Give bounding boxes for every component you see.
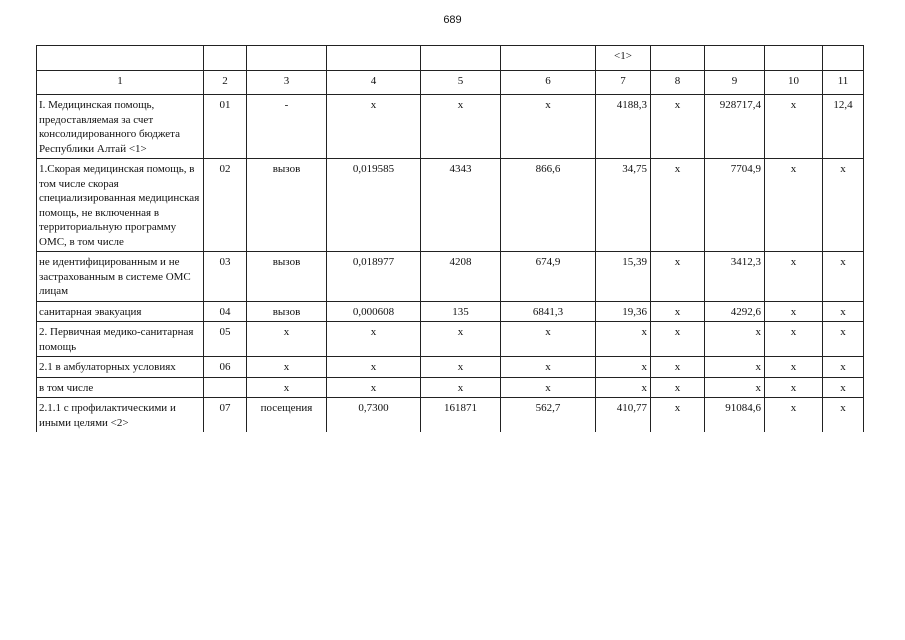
- table-cell: х: [327, 377, 421, 398]
- table-row: [37, 301, 864, 322]
- table-cell: 5: [421, 71, 501, 95]
- table-cell: [327, 46, 421, 71]
- table-cell: х: [705, 322, 765, 357]
- table-cell: х: [596, 377, 651, 398]
- table-cell: х: [501, 377, 596, 398]
- table-cell: х: [823, 301, 864, 322]
- table-cell: х: [823, 357, 864, 378]
- table-cell: 05: [204, 322, 247, 357]
- table-cell: 03: [204, 252, 247, 302]
- table-cell: х: [705, 357, 765, 378]
- table-cell: санитарная эвакуация: [37, 301, 204, 322]
- table-cell: х: [327, 357, 421, 378]
- table-cell: х: [501, 322, 596, 357]
- table-cell: х: [247, 322, 327, 357]
- table-cell: 07: [204, 398, 247, 433]
- table-cell: 3: [247, 71, 327, 95]
- table-cell: 6841,3: [501, 301, 596, 322]
- table-cell: х: [765, 301, 823, 322]
- table-cell: <1>: [596, 46, 651, 71]
- table-cell: х: [765, 252, 823, 302]
- table-cell: вызов: [247, 301, 327, 322]
- table-cell: х: [651, 95, 705, 159]
- table-cell: [501, 46, 596, 71]
- table-cell: 12,4: [823, 95, 864, 159]
- table-cell: х: [651, 377, 705, 398]
- table-cell: [651, 46, 705, 71]
- table-cell: х: [823, 322, 864, 357]
- table-cell: 4292,6: [705, 301, 765, 322]
- table-cell: х: [823, 377, 864, 398]
- table-row: [37, 252, 864, 302]
- data-table: [36, 45, 864, 432]
- table-cell: 01: [204, 95, 247, 159]
- table-cell: 135: [421, 301, 501, 322]
- table-cell: [37, 46, 204, 71]
- table-cell: [204, 377, 247, 398]
- table-cell: х: [765, 377, 823, 398]
- table-cell: х: [651, 252, 705, 302]
- table-cell: х: [651, 301, 705, 322]
- table-cell: х: [765, 322, 823, 357]
- table-cell: 0,000608: [327, 301, 421, 322]
- table-cell: 2.1 в амбулаторных условиях: [37, 357, 204, 378]
- table-row: [37, 95, 864, 159]
- table-row: [37, 377, 864, 398]
- table-cell: 19,36: [596, 301, 651, 322]
- table-cell: х: [823, 398, 864, 433]
- table-cell: 06: [204, 357, 247, 378]
- table-cell: в том числе: [37, 377, 204, 398]
- table-cell: 1.Скорая медицинская помощь, в том числе скорая специализированная медицинская помощь, не включенная в территориальную программу ОМС, в том числе: [37, 159, 204, 252]
- table-cell: 15,39: [596, 252, 651, 302]
- table-cell: 4188,3: [596, 95, 651, 159]
- table-cell: 2.1.1 с профилактическими и иными целями <2>: [37, 398, 204, 433]
- table-cell: х: [651, 398, 705, 433]
- table-cell: 2. Первичная медико-санитарная помощь: [37, 322, 204, 357]
- table-cell: 0,018977: [327, 252, 421, 302]
- table-cell: 7: [596, 71, 651, 95]
- table-cell: не идентифицированным и не застрахованным в системе ОМС лицам: [37, 252, 204, 302]
- table-cell: х: [705, 377, 765, 398]
- table-cell: х: [765, 398, 823, 433]
- table-cell: [421, 46, 501, 71]
- table-cell: 04: [204, 301, 247, 322]
- table-cell: х: [823, 159, 864, 252]
- table-cell: х: [651, 159, 705, 252]
- table-cell: 866,6: [501, 159, 596, 252]
- table-cell: 562,7: [501, 398, 596, 433]
- table-cell: посещения: [247, 398, 327, 433]
- table-cell: 4: [327, 71, 421, 95]
- table-cell: [705, 46, 765, 71]
- table-cell: 7704,9: [705, 159, 765, 252]
- table-cell: х: [327, 95, 421, 159]
- table-cell: х: [765, 159, 823, 252]
- table-cell: 0,019585: [327, 159, 421, 252]
- table-cell: [823, 46, 864, 71]
- table-cell: 8: [651, 71, 705, 95]
- table-cell: х: [596, 322, 651, 357]
- table-cell: 34,75: [596, 159, 651, 252]
- table-cell: 1: [37, 71, 204, 95]
- table-row: [37, 159, 864, 252]
- table-cell: 11: [823, 71, 864, 95]
- table-cell: 928717,4: [705, 95, 765, 159]
- table-cell: вызов: [247, 159, 327, 252]
- table-cell: 674,9: [501, 252, 596, 302]
- table-cell: 0,7300: [327, 398, 421, 433]
- table-cell: 3412,3: [705, 252, 765, 302]
- page-number: 689: [443, 14, 462, 26]
- table-cell: [204, 46, 247, 71]
- table-cell: [765, 46, 823, 71]
- table-cell: 161871: [421, 398, 501, 433]
- table-cell: х: [765, 357, 823, 378]
- table-row: [37, 398, 864, 433]
- table-cell: х: [247, 357, 327, 378]
- table-cell: вызов: [247, 252, 327, 302]
- table-cell: х: [421, 322, 501, 357]
- table-cell: I. Медицинская помощь, предоставляемая за счет консолидированного бюджета Республики Алтай <1>: [37, 95, 204, 159]
- table-cell: х: [247, 377, 327, 398]
- table-cell: [247, 46, 327, 71]
- column-number-row: [37, 71, 864, 95]
- table-cell: 9: [705, 71, 765, 95]
- table-cell: х: [421, 357, 501, 378]
- table-cell: 410,77: [596, 398, 651, 433]
- table-cell: 4208: [421, 252, 501, 302]
- table-cell: х: [651, 322, 705, 357]
- table-cell: х: [596, 357, 651, 378]
- table-cell: -: [247, 95, 327, 159]
- table-cell: х: [421, 377, 501, 398]
- table-cell: х: [823, 252, 864, 302]
- table-cell: х: [501, 95, 596, 159]
- table-cell: 2: [204, 71, 247, 95]
- table-cell: 91084,6: [705, 398, 765, 433]
- table-cell: х: [421, 95, 501, 159]
- table-cell: х: [765, 95, 823, 159]
- table-cell: 10: [765, 71, 823, 95]
- header-row: [37, 46, 864, 71]
- table-cell: 4343: [421, 159, 501, 252]
- table-row: [37, 322, 864, 357]
- table-cell: 02: [204, 159, 247, 252]
- table-cell: х: [651, 357, 705, 378]
- table-cell: 6: [501, 71, 596, 95]
- table-cell: х: [501, 357, 596, 378]
- table-row: [37, 357, 864, 378]
- table-cell: х: [327, 322, 421, 357]
